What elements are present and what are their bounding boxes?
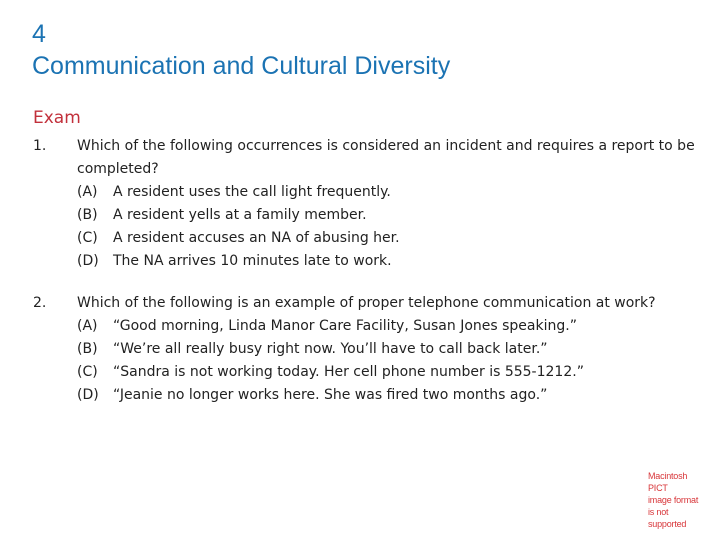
option-letter: (B) bbox=[77, 207, 98, 223]
question-stem: Which of the following occurrences is considered an incident and requires a report to be completed? bbox=[77, 138, 695, 177]
option-text: “Good morning, Linda Manor Care Facility, Susan Jones speaking.” bbox=[113, 318, 577, 334]
option-text: A resident yells at a family member. bbox=[113, 207, 367, 223]
option-letter: (D) bbox=[77, 253, 99, 269]
option-text: A resident accuses an NA of abusing her. bbox=[113, 230, 400, 246]
answer-option-c bbox=[77, 227, 697, 250]
notice-line: image format bbox=[648, 495, 699, 505]
option-letter: (B) bbox=[77, 341, 98, 357]
notice-line: is not supported bbox=[648, 507, 687, 529]
answer-option-c bbox=[77, 361, 697, 384]
option-letter: (A) bbox=[77, 318, 98, 334]
option-text: “Sandra is not working today. Her cell phone number is 555-1212.” bbox=[113, 364, 584, 380]
answer-option-a bbox=[77, 315, 697, 338]
option-letter: (C) bbox=[77, 364, 98, 380]
option-text: The NA arrives 10 minutes late to work. bbox=[113, 253, 392, 269]
question-body bbox=[77, 135, 697, 273]
option-letter: (C) bbox=[77, 230, 98, 246]
question-stem: Which of the following is an example of proper telephone communication at work? bbox=[77, 295, 656, 311]
question-body bbox=[77, 292, 697, 407]
answer-option-b bbox=[77, 338, 697, 361]
question-number: 2. bbox=[33, 295, 47, 311]
answer-option-a bbox=[77, 181, 697, 204]
answer-option-d bbox=[77, 250, 697, 273]
option-letter: (A) bbox=[77, 184, 98, 200]
section-heading: Exam bbox=[33, 108, 81, 128]
option-text: A resident uses the call light frequently. bbox=[113, 184, 391, 200]
slide-title bbox=[32, 18, 450, 82]
unsupported-image-notice bbox=[648, 470, 706, 530]
notice-line: Macintosh PICT bbox=[648, 471, 688, 493]
chapter-title: Communication and Cultural Diversity bbox=[32, 52, 451, 80]
option-text: “We’re all really busy right now. You’ll have to call back later.” bbox=[113, 341, 548, 357]
answer-option-b bbox=[77, 204, 697, 227]
chapter-number: 4 bbox=[32, 20, 46, 48]
answer-option-d bbox=[77, 384, 697, 407]
option-text: “Jeanie no longer works here. She was fired two months ago.” bbox=[113, 387, 548, 403]
option-letter: (D) bbox=[77, 387, 99, 403]
question-number: 1. bbox=[33, 138, 47, 154]
